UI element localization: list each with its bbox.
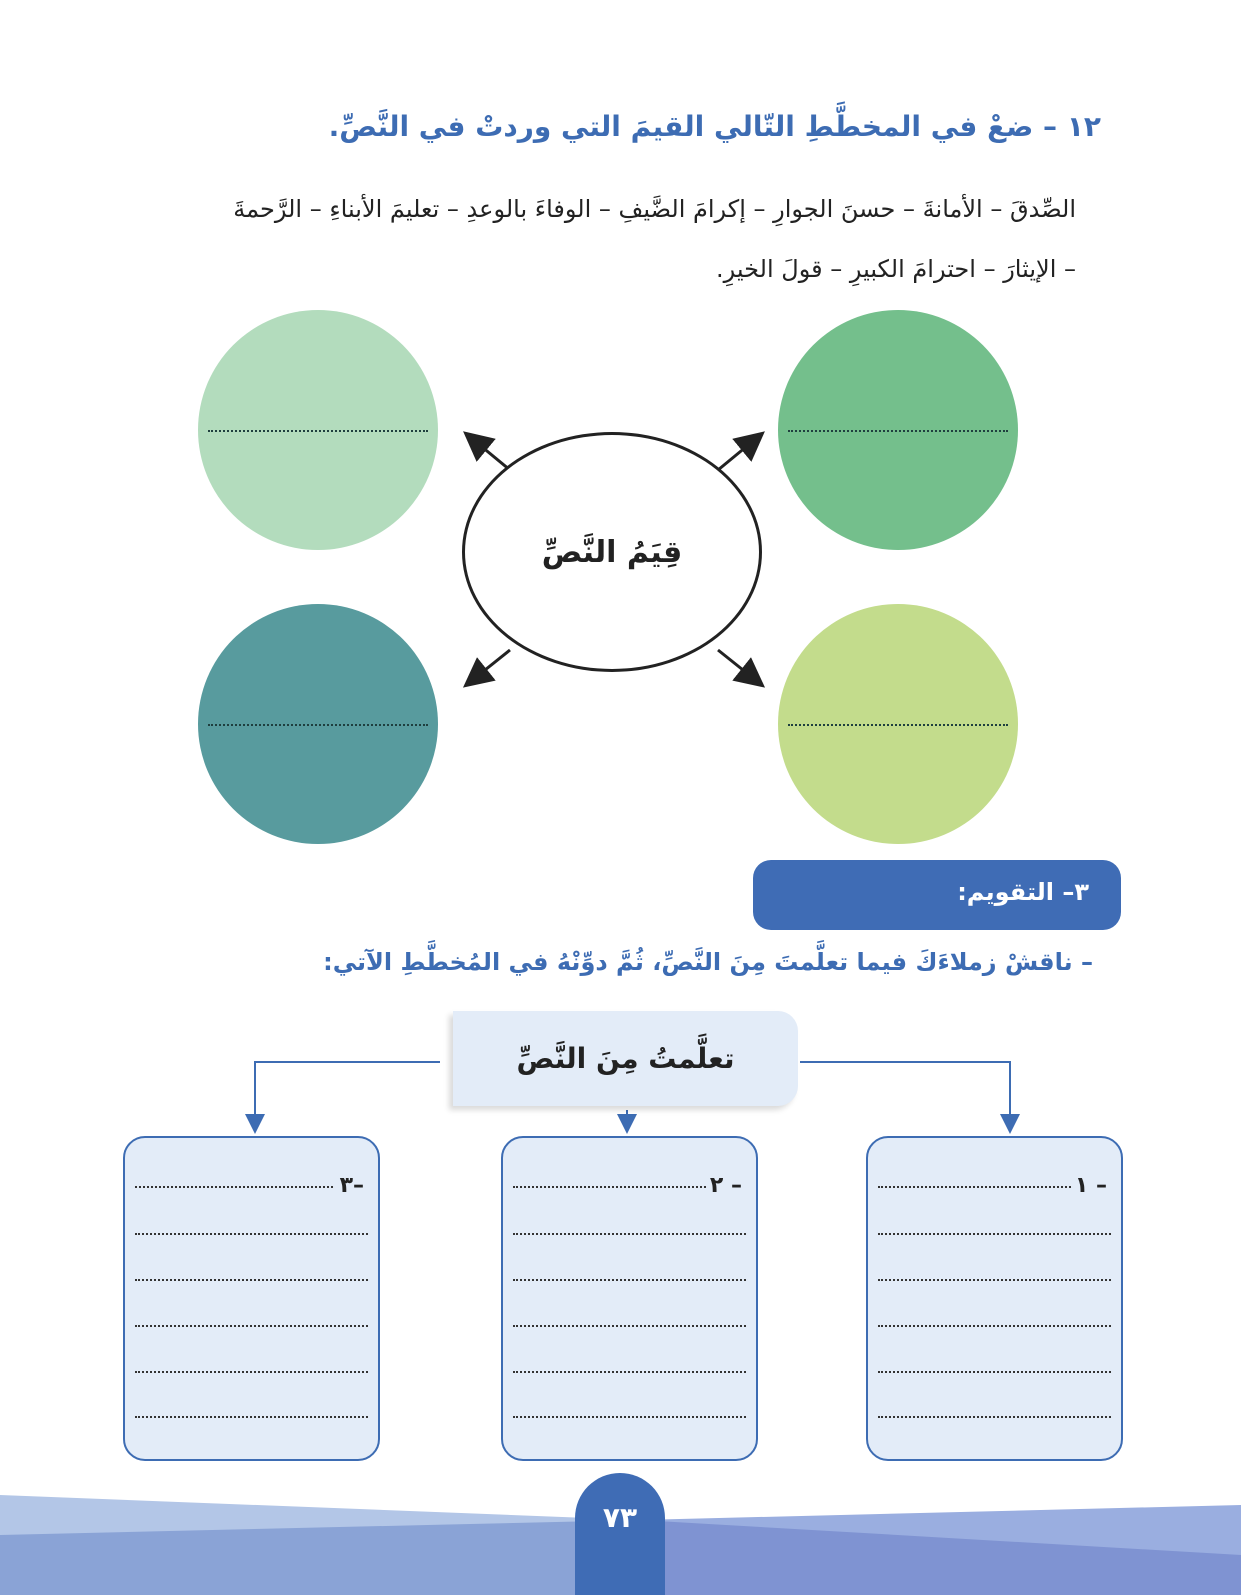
section-title: ٣– التقويم: xyxy=(957,878,1089,906)
page-number: ٧٣ xyxy=(602,1501,638,1534)
answer-line[interactable] xyxy=(135,1279,368,1281)
answer-line[interactable] xyxy=(513,1279,746,1281)
card-number: ٢ – xyxy=(709,1173,742,1198)
learning-card-2 xyxy=(501,1136,758,1461)
answer-line[interactable] xyxy=(788,430,1008,432)
answer-line[interactable] xyxy=(208,430,428,432)
learned-box xyxy=(453,1011,798,1106)
value-circle-top-right xyxy=(778,310,1018,550)
value-circle-top-left xyxy=(198,310,438,550)
answer-line[interactable] xyxy=(878,1416,1111,1418)
instruction-text: – ناقشْ زملاءَكَ فيما تعلَّمتَ مِنَ النَّصِّ، ثُمَّ دوِّنْهُ في المُخطَّطِ الآتي: xyxy=(323,948,1093,976)
connector-right xyxy=(800,1062,1010,1128)
answer-line[interactable] xyxy=(513,1371,746,1373)
card-number: ١ – xyxy=(1074,1173,1107,1198)
answer-line[interactable] xyxy=(135,1371,368,1373)
center-oval xyxy=(462,432,762,672)
center-label: قِيَمُ النَّصِّ xyxy=(541,534,683,570)
arrow-bottom-left xyxy=(470,650,510,682)
answer-line[interactable] xyxy=(513,1233,746,1235)
arrow-top-right xyxy=(718,437,758,470)
learning-card-3 xyxy=(123,1136,380,1461)
answer-line[interactable] xyxy=(878,1371,1111,1373)
answer-line[interactable] xyxy=(878,1186,1071,1188)
question-heading: ١٢ – ضعْ في المخطَّطِ التّالي القيمَ التي وردتْ في النَّصِّ. xyxy=(328,110,1101,143)
answer-line[interactable] xyxy=(135,1186,333,1188)
answer-line[interactable] xyxy=(135,1325,368,1327)
answer-line[interactable] xyxy=(788,724,1008,726)
learning-card-1 xyxy=(866,1136,1123,1461)
word-bank-line-2: – الإيثارَ – احترامَ الكبيرِ – قولَ الخيرِ. xyxy=(716,255,1076,283)
answer-line[interactable] xyxy=(513,1186,706,1188)
word-bank-line-1: الصِّدقَ – الأمانةَ – حسنَ الجوارِ – إكرامَ الضَّيفِ – الوفاءَ بالوعدِ – تعليمَ الأبناءِ – الرَّحمةَ xyxy=(233,195,1076,223)
answer-line[interactable] xyxy=(878,1233,1111,1235)
connector-left xyxy=(255,1062,440,1128)
card-number: ٣– xyxy=(339,1173,364,1198)
answer-line[interactable] xyxy=(135,1416,368,1418)
answer-line[interactable] xyxy=(208,724,428,726)
answer-line[interactable] xyxy=(513,1325,746,1327)
answer-line[interactable] xyxy=(878,1279,1111,1281)
learned-label: تعلَّمتُ مِنَ النَّصِّ xyxy=(516,1042,735,1075)
page-number-tab xyxy=(575,1473,665,1595)
value-circle-bottom-right xyxy=(778,604,1018,844)
arrow-bottom-right xyxy=(718,650,758,682)
answer-line[interactable] xyxy=(513,1416,746,1418)
answer-line[interactable] xyxy=(878,1325,1111,1327)
arrow-top-left xyxy=(470,437,510,470)
section-header-bar xyxy=(753,860,1121,930)
answer-line[interactable] xyxy=(135,1233,368,1235)
value-circle-bottom-left xyxy=(198,604,438,844)
